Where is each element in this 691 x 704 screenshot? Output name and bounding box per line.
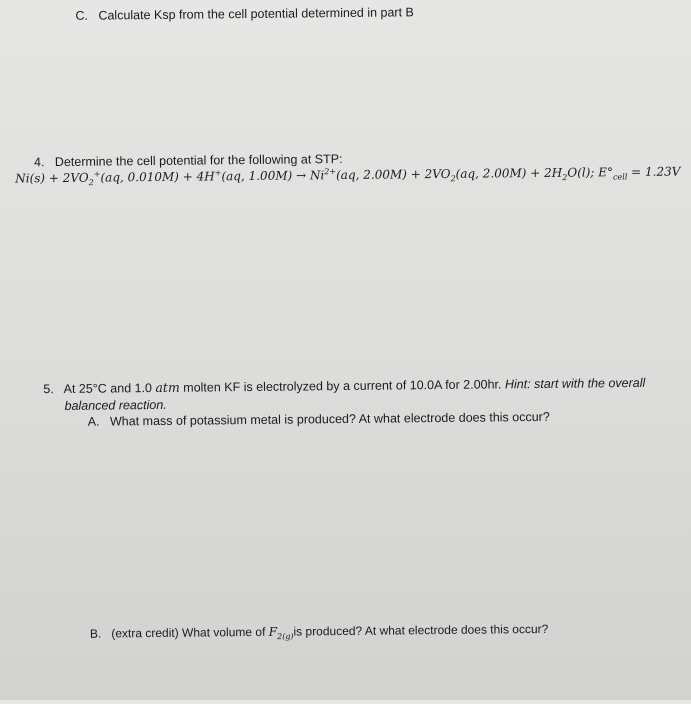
part-c-line: [75, 5, 414, 23]
part-c-text: Calculate Ksp from the cell potential determined in part B: [98, 5, 414, 23]
q5-part-b-pre: (extra credit) What volume of: [111, 624, 269, 641]
eq-part: (aq, 2.00M) + 2H: [455, 165, 563, 181]
eq-part: (aq, 1.00M) → Ni: [221, 168, 325, 184]
q5-number: 5.: [43, 382, 54, 397]
eq-part: (aq, 2.00M) + 2VO: [336, 166, 451, 183]
eq-part: O(l); E°: [567, 165, 614, 180]
q5-part-b-letter: B.: [89, 626, 102, 641]
eq-part: Ni(s) + 2VO: [15, 170, 89, 186]
eq-part: = 1.23V: [627, 164, 681, 180]
q4-number: 4.: [33, 155, 45, 170]
eq-sub: cell: [612, 172, 628, 182]
eq-sub: 2: [88, 178, 94, 188]
q4-prompt-text: Determine the cell potential for the following at STP:: [54, 152, 343, 170]
q5-intro-a: At 25°C and 1.0: [63, 380, 156, 396]
eq-sup: +: [93, 169, 101, 179]
eq-part: (aq, 0.010M) + 4H: [100, 169, 215, 185]
q5-part-b-post: is produced? At what electrode does this occur?: [293, 621, 549, 639]
q5-part-a: [88, 410, 550, 429]
q5-part-a-text: What mass of potassium metal is produced? At what electrode does this occur?: [109, 409, 550, 429]
eq-sub: 2: [562, 173, 568, 183]
q5-intro-b: molten KF is electrolyzed by a current of 10.0A for 2.00hr.: [179, 377, 506, 395]
eq-sup: 2+: [324, 167, 337, 177]
q5-part-a-letter: A.: [87, 414, 100, 429]
eq-sup: +: [214, 168, 222, 178]
q5-part-b-f: F: [268, 624, 278, 639]
part-c-letter: C.: [75, 8, 89, 23]
q5-hint-line1: Hint: start with the overall: [504, 375, 646, 392]
question-4-prompt: [34, 152, 343, 169]
q5-part-b-sub: 2(g): [277, 631, 294, 642]
question-5-intro: [43, 375, 645, 396]
eq-sub: 2: [450, 174, 456, 184]
q5-hint-line2: balanced reaction.: [64, 397, 167, 413]
q5-part-b: [90, 622, 548, 641]
q5-atm: atm: [155, 379, 180, 395]
